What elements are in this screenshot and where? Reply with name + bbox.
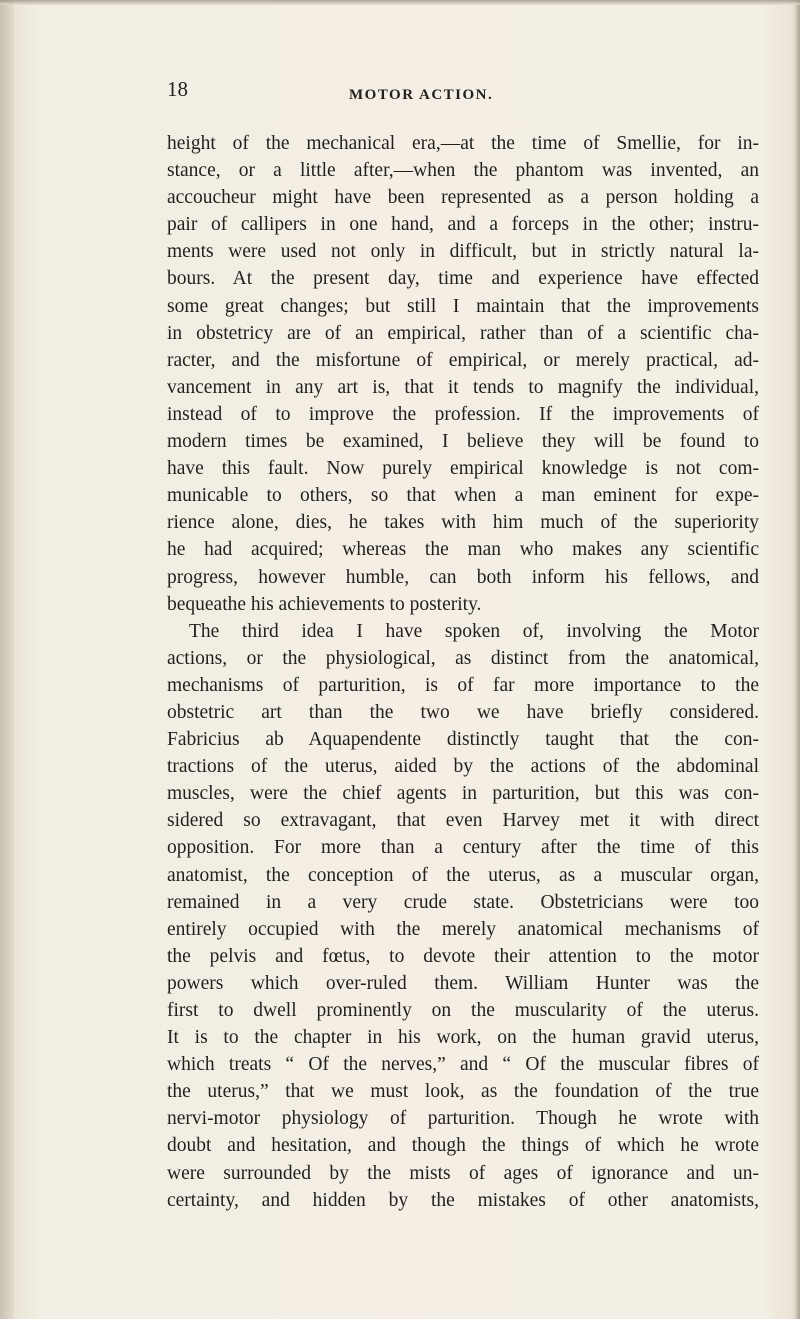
page-header (167, 77, 757, 107)
text-line: entirely occupied with the merely anatomical mechanisms of (167, 918, 759, 940)
text-line: remained in a very crude state. Obstetricians were too (167, 891, 759, 913)
text-line: racter, and the misfortune of empirical, or merely practical, ad- (167, 349, 759, 371)
text-line: first to dwell prominently on the muscularity of the uterus. (167, 1000, 759, 1021)
text-line: bours. At the present day, time and experience have effected (167, 268, 759, 290)
page-number: 18 (167, 77, 188, 101)
text-line: vancement in any art is, that it tends to magnify the individual, (167, 376, 759, 398)
text-line: sidered so extravagant, that even Harvey met it with direct (167, 810, 759, 832)
text-line: muscles, were the chief agents in parturition, but this was con- (167, 783, 759, 805)
page-edge-top (0, 0, 800, 5)
text-line: ments were used not only in difficult, but in strictly natural la- (167, 241, 759, 263)
text-line: certainty, and hidden by the mistakes of other anatomists, (167, 1189, 759, 1211)
text-line: tractions of the uterus, aided by the actions of the abdominal (167, 756, 759, 778)
text-line: obstetric art than the two we have briefly considered. (167, 701, 759, 723)
binding-shadow (0, 0, 14, 1319)
text-line: height of the mechanical era,—at the time of Smellie, for in- (167, 133, 759, 154)
text-line: he had acquired; whereas the man who makes any scientific (167, 539, 759, 561)
text-line: have this fault. Now purely empirical knowledge is not com- (167, 458, 759, 480)
text-line: progress, however humble, can both inform his fellows, and (167, 566, 759, 588)
text-line: accoucheur might have been represented as a person holding a (167, 187, 759, 209)
text-line: powers which over-ruled them. William Hunter was the (167, 972, 759, 994)
text-line: It is to the chapter in his work, on the human gravid uterus, (167, 1027, 759, 1049)
text-line: the uterus,” that we must look, as the foundation of the true (167, 1081, 759, 1103)
text-line: were surrounded by the mists of ages of ignorance and un- (167, 1162, 759, 1184)
text-line: doubt and hesitation, and though the things of which he wrote (167, 1135, 759, 1157)
text-line: the pelvis and fœtus, to devote their attention to the motor (167, 945, 759, 967)
text-line: anatomist, the conception of the uterus, as a muscular organ, (167, 864, 759, 886)
text-line: stance, or a little after,—when the phantom was invented, an (167, 160, 759, 182)
text-line: nervi-motor physiology of parturition. Though he wrote with (167, 1108, 759, 1130)
text-line: instead of to improve the profession. If the improvements of (167, 403, 759, 425)
text-line: rience alone, dies, he takes with him much of the superiority (167, 512, 759, 534)
text-line: which treats “ Of the nerves,” and “ Of the muscular fibres of (167, 1054, 759, 1076)
text-line: modern times be examined, I believe they will be found to (167, 431, 759, 453)
text-line: Fabricius ab Aquapendente distinctly taught that the con- (167, 729, 759, 751)
text-line: in obstetricy are of an empirical, rather than of a scientific cha- (167, 322, 759, 344)
paragraph-last-line: bequeathe his achievements to posterity. (167, 593, 482, 615)
text-line: municable to others, so that when a man eminent for expe- (167, 485, 759, 507)
text-line: mechanisms of parturition, is of far more importance to the (167, 674, 759, 696)
text-line: actions, or the physiological, as distinct from the anatomical, (167, 647, 759, 669)
text-line: pair of callipers in one hand, and a forceps in the other; instru- (167, 214, 759, 236)
text-line: some great changes; but still I maintain that the improvements (167, 295, 759, 317)
page-edge-right (794, 0, 800, 1319)
text-line: The third idea I have spoken of, involving the Motor (189, 620, 759, 642)
body-text (167, 130, 759, 1214)
running-head: MOTOR ACTION. (349, 87, 494, 103)
text-line: opposition. For more than a century after the time of this (167, 837, 759, 859)
